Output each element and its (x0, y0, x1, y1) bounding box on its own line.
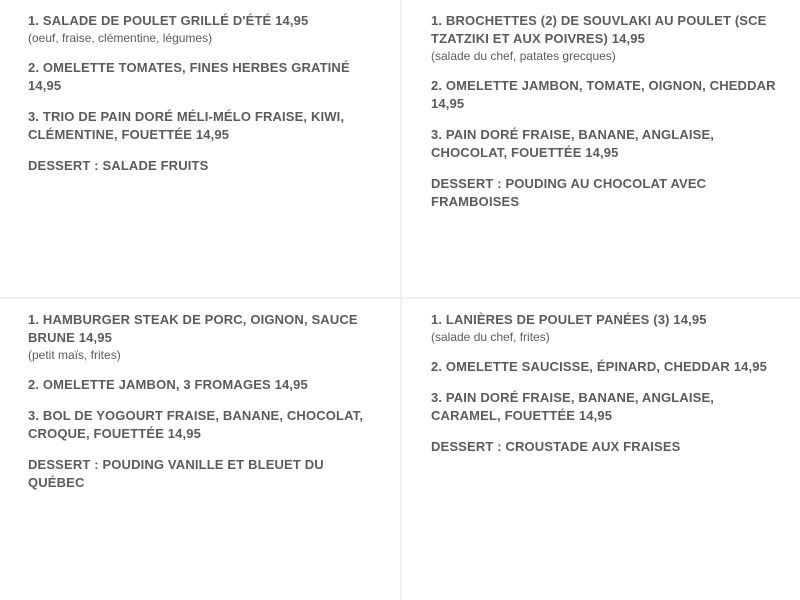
menu-item-note: (salade du chef, patates grecques) (431, 49, 616, 63)
menu-item-title: 1. LANIÈRES DE POULET PANÉES (3) 14,95 (431, 312, 707, 327)
menu-item-title: 3. TRIO DE PAIN DORÉ MÉLI-MÉLO FRAISE, KIWI, CLÉMENTINE, FOUETTÉE 14,95 (28, 109, 345, 142)
menu-item (28, 311, 380, 363)
menu-item (28, 59, 380, 95)
dessert-title: DESSERT : POUDING AU CHOCOLAT AVEC FRAMBOISES (431, 176, 707, 209)
menu-item (28, 376, 380, 394)
menu-item (431, 126, 780, 162)
dessert-item (28, 157, 380, 175)
dessert-title: DESSERT : CROUSTADE AUX FRAISES (431, 439, 681, 454)
menu-item-title: 3. BOL DE YOGOURT FRAISE, BANANE, CHOCOLAT, CROQUE, FOUETTÉE 14,95 (28, 408, 364, 441)
menu-item-title: 2. OMELETTE TOMATES, FINES HERBES GRATINÉ 14,95 (28, 60, 350, 93)
menu-item-title: 3. PAIN DORÉ FRAISE, BANANE, ANGLAISE, CHOCOLAT, FOUETTÉE 14,95 (431, 127, 715, 160)
dessert-item (431, 175, 780, 211)
menu-item-title: 2. OMELETTE JAMBON, TOMATE, OIGNON, CHEDDAR 14,95 (431, 78, 776, 111)
dessert-item (28, 456, 380, 492)
dessert-item (431, 438, 780, 456)
menu-item (431, 77, 780, 113)
menu-item-title: 1. SALADE DE POULET GRILLÉ D'ÉTÉ 14,95 (28, 13, 309, 28)
menu-item-note: (salade du chef, frites) (431, 330, 550, 344)
menu-item (28, 12, 380, 46)
menu-item (431, 12, 780, 64)
menu-item-title: 3. PAIN DORÉ FRAISE, BANANE, ANGLAISE, CARAMEL, FOUETTÉE 14,95 (431, 390, 715, 423)
menu-item-title: 2. OMELETTE SAUCISSE, ÉPINARD, CHEDDAR 14,95 (431, 359, 767, 374)
menu-panel-2 (402, 0, 800, 297)
menu-item-title: 2. OMELETTE JAMBON, 3 FROMAGES 14,95 (28, 377, 308, 392)
menu-item (431, 389, 780, 425)
menu-panel-1 (0, 0, 400, 297)
menu-item-note: (oeuf, fraise, clémentine, légumes) (28, 31, 213, 45)
menu-item-note: (petit maïs, frites) (28, 348, 121, 362)
dessert-title: DESSERT : POUDING VANILLE ET BLEUET DU QUÉBEC (28, 457, 324, 490)
menu-item-title: 1. HAMBURGER STEAK DE PORC, OIGNON, SAUCE BRUNE 14,95 (28, 312, 358, 345)
menu-item (431, 311, 780, 345)
menu-panel-4 (402, 299, 800, 600)
dessert-title: DESSERT : SALADE FRUITS (28, 158, 209, 173)
menu-item (28, 407, 380, 443)
menu-item (431, 358, 780, 376)
menu-panel-3 (0, 299, 400, 600)
menu-item-title: 1. BROCHETTES (2) DE SOUVLAKI AU POULET (SCE TZATZIKI ET AUX POIVRES) 14,95 (431, 13, 767, 46)
menu-item (28, 108, 380, 144)
